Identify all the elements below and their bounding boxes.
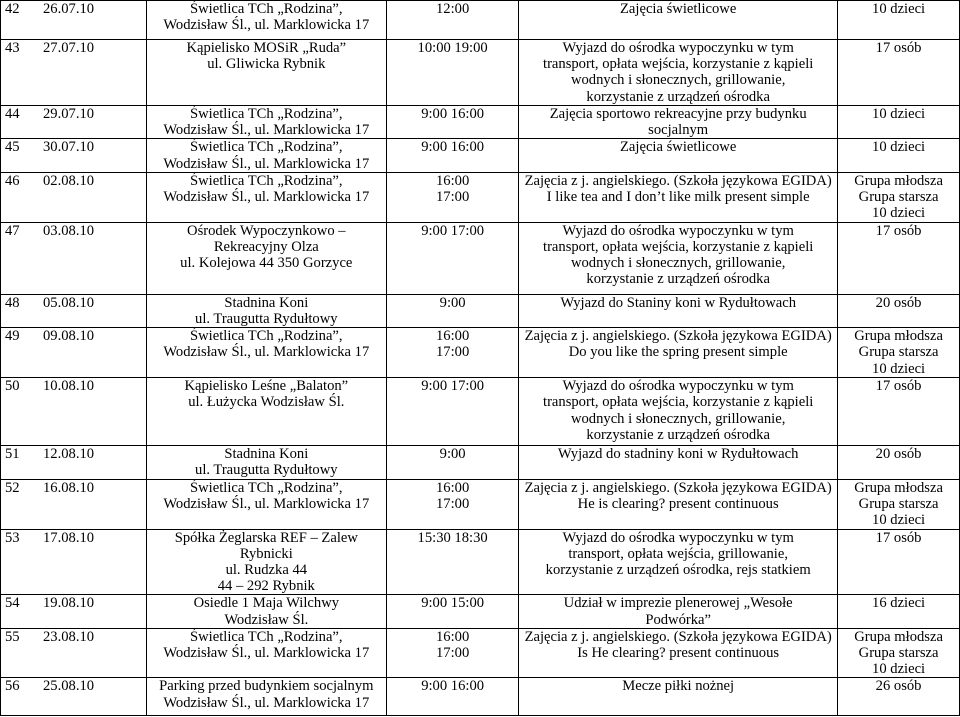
activity-line: Zajęcia z j. angielskiego. (Szkoła językowa EGIDA) [524, 479, 832, 496]
entry-date: 19.08.10 [43, 595, 95, 612]
participants-line: 10 dzieci [872, 661, 926, 678]
entry-date: 29.07.10 [43, 106, 95, 122]
participants-cell [838, 294, 960, 327]
entry-number-date-cell [1, 106, 147, 139]
entry-number-date-cell [1, 446, 147, 479]
entry-number: 49 [5, 328, 20, 345]
time-line: 17:00 [436, 645, 470, 662]
place-line: Wodzisław Śl., ul. Marklowicka 17 [163, 344, 370, 361]
activity-line: Mecze piłki nożnej [622, 678, 735, 695]
entry-date: 03.08.10 [43, 222, 95, 239]
place-cell [146, 106, 387, 139]
entry-number: 42 [5, 1, 20, 17]
entry-date: 23.08.10 [43, 628, 95, 645]
table-row [1, 678, 960, 716]
time-line: 17:00 [436, 495, 470, 512]
place-cell [146, 294, 387, 327]
participants-line: Grupa młodsza [854, 328, 943, 345]
entry-date: 30.07.10 [43, 139, 95, 156]
activity-line: Zajęcia świetlicowe [620, 1, 737, 17]
participants-cell [838, 479, 960, 529]
time-line: 9:00 17:00 [421, 378, 485, 395]
place-line: Osiedle 1 Maja Wilchwy [193, 595, 340, 612]
activity-line: Do you like the spring present simple [568, 344, 788, 361]
participants-line: 17 osób [875, 222, 922, 239]
place-line: Wodzisław Śl., ul. Marklowicka 17 [163, 122, 370, 139]
entry-date: 27.07.10 [43, 40, 95, 56]
participants-line: 10 dzieci [872, 106, 926, 122]
time-line: 15:30 18:30 [417, 529, 488, 546]
activity-line: transport, opłata wejścia, korzystanie z kąpieli [543, 239, 814, 256]
place-line: Stadnina Koni [224, 446, 309, 463]
place-cell [146, 222, 387, 294]
activity-cell [519, 529, 838, 595]
activity-line: I like tea and I don’t like milk present simple [546, 189, 810, 206]
participants-cell [838, 139, 960, 172]
entry-number: 45 [5, 139, 20, 156]
activity-line: Wyjazd do ośrodka wypoczynku w tym [562, 222, 794, 239]
place-line: Wodzisław Śl., ul. Marklowicka 17 [163, 17, 370, 34]
schedule-body [1, 1, 960, 716]
table-row [1, 172, 960, 222]
entry-number: 51 [5, 446, 20, 463]
entry-number-date-cell [1, 139, 147, 172]
place-line: ul. Traugutta Rydułtowy [195, 311, 338, 328]
activity-line: Zajęcia świetlicowe [620, 139, 737, 156]
entry-number-date-cell [1, 1, 147, 40]
entry-number: 55 [5, 628, 20, 645]
time-line: 9:00 16:00 [421, 139, 485, 156]
place-line: Świetlica TCh „Rodzina”, [190, 139, 343, 156]
time-cell [387, 628, 519, 678]
participants-line: 17 osób [875, 40, 922, 56]
place-line: Stadnina Koni [224, 294, 309, 311]
entry-date: 10.08.10 [43, 378, 95, 395]
activity-line: korzystanie z urządzeń ośrodka, rejs statkiem [545, 562, 811, 579]
participants-line: Grupa starsza [858, 645, 939, 662]
place-line: Kąpielisko Leśne „Balaton” [184, 378, 349, 395]
time-cell [387, 172, 519, 222]
place-line: ul. Traugutta Rydułtowy [195, 462, 338, 479]
participants-line: 20 osób [875, 294, 922, 311]
entry-date: 26.07.10 [43, 1, 95, 17]
entry-number-date-cell [1, 378, 147, 446]
participants-cell [838, 628, 960, 678]
time-line: 17:00 [436, 344, 470, 361]
activity-line: socjalnym [648, 122, 709, 139]
entry-number-date-cell [1, 529, 147, 595]
place-line: ul. Rudzka 44 [225, 562, 308, 579]
place-cell [146, 479, 387, 529]
activity-line: Zajęcia sportowo rekreacyjne przy budynku [549, 106, 807, 122]
activity-line: korzystanie z urządzeń ośrodka [586, 271, 770, 288]
entry-number: 43 [5, 40, 20, 56]
entry-number: 47 [5, 222, 20, 239]
place-cell [146, 529, 387, 595]
place-cell [146, 378, 387, 446]
participants-line: 10 dzieci [872, 205, 926, 222]
entry-date: 16.08.10 [43, 479, 95, 496]
activity-cell [519, 172, 838, 222]
place-cell [146, 139, 387, 172]
activity-line: Zajęcia z j. angielskiego. (Szkoła językowa EGIDA) [524, 628, 832, 645]
time-cell [387, 1, 519, 40]
participants-cell [838, 172, 960, 222]
time-cell [387, 328, 519, 378]
participants-line: 10 dzieci [872, 1, 926, 17]
entry-number-date-cell [1, 628, 147, 678]
participants-line: Grupa młodsza [854, 172, 943, 189]
participants-line: Grupa starsza [858, 344, 939, 361]
activity-line: Udział w imprezie plenerowej „Wesołe [563, 595, 793, 612]
activity-line: Wyjazd do ośrodka wypoczynku w tym [562, 378, 794, 395]
activity-cell [519, 1, 838, 40]
place-cell [146, 628, 387, 678]
place-line: ul. Kolejowa 44 350 Gorzyce [180, 255, 353, 272]
activity-line: wodnych i słonecznych, grillowanie, [570, 255, 786, 272]
participants-cell [838, 378, 960, 446]
activity-line: wodnych i słonecznych, grillowanie, [570, 72, 786, 89]
time-line: 12:00 [436, 1, 470, 17]
participants-line: 16 dzieci [872, 595, 926, 612]
participants-cell [838, 328, 960, 378]
place-line: Kąpielisko MOSiR „Ruda” [186, 40, 347, 56]
activity-line: Zajęcia z j. angielskiego. (Szkoła językowa EGIDA) [524, 328, 832, 345]
entry-date: 17.08.10 [43, 529, 95, 546]
entry-number: 52 [5, 479, 20, 496]
activity-cell [519, 106, 838, 139]
place-line: Świetlica TCh „Rodzina”, [190, 328, 343, 345]
participants-line: 10 dzieci [872, 360, 926, 377]
participants-line: 17 osób [875, 529, 922, 546]
activity-cell [519, 479, 838, 529]
time-line: 9:00 16:00 [421, 678, 485, 695]
place-line: Ośrodek Wypoczynkowo – [187, 222, 346, 239]
activity-line: transport, opłata wejścia, korzystanie z kąpieli [543, 56, 814, 73]
table-row [1, 1, 960, 40]
activity-line: korzystanie z urządzeń ośrodka [586, 88, 770, 105]
time-line: 10:00 19:00 [417, 40, 488, 56]
entry-number: 44 [5, 106, 20, 122]
activity-line: He is clearing? present continuous [577, 495, 779, 512]
table-row [1, 628, 960, 678]
entry-number-date-cell [1, 678, 147, 716]
activity-cell [519, 446, 838, 479]
entry-number: 50 [5, 378, 20, 395]
place-line: Wodzisław Śl., ul. Marklowicka 17 [163, 155, 370, 172]
entry-number-date-cell [1, 172, 147, 222]
place-line: ul. Gliwicka Rybnik [207, 56, 326, 73]
activity-cell [519, 378, 838, 446]
place-line: Świetlica TCh „Rodzina”, [190, 106, 343, 122]
place-line: Rekreacyjny Olza [213, 239, 319, 256]
participants-line: 26 osób [875, 678, 922, 695]
time-cell [387, 446, 519, 479]
participants-line: Grupa starsza [858, 189, 939, 206]
entry-number-date-cell [1, 294, 147, 327]
participants-line: Grupa młodsza [854, 479, 943, 496]
time-cell [387, 678, 519, 716]
time-cell [387, 595, 519, 628]
place-line: Parking przed budynkiem socjalnym [159, 678, 374, 695]
table-row [1, 294, 960, 327]
activity-line: Podwórka” [645, 611, 711, 628]
place-cell [146, 40, 387, 106]
entry-number: 48 [5, 294, 20, 311]
activity-cell [519, 139, 838, 172]
participants-line: 10 dzieci [872, 512, 926, 529]
entry-number-date-cell [1, 479, 147, 529]
place-cell [146, 446, 387, 479]
time-line: 9:00 15:00 [421, 595, 485, 612]
activity-cell [519, 678, 838, 716]
time-line: 17:00 [436, 189, 470, 206]
participants-cell [838, 40, 960, 106]
entry-date: 05.08.10 [43, 294, 95, 311]
activity-cell [519, 628, 838, 678]
place-line: Wodzisław Śl., ul. Marklowicka 17 [163, 495, 370, 512]
place-cell [146, 1, 387, 40]
place-line: Spółka Żeglarska REF – Zalew [174, 529, 358, 546]
activity-line: Zajęcia z j. angielskiego. (Szkoła językowa EGIDA) [524, 172, 832, 189]
entry-number: 53 [5, 529, 20, 546]
time-line: 9:00 [439, 294, 466, 311]
time-cell [387, 294, 519, 327]
time-cell [387, 378, 519, 446]
participants-line: 10 dzieci [872, 139, 926, 156]
place-line: Wodzisław Śl., ul. Marklowicka 17 [163, 645, 370, 662]
participants-line: Grupa starsza [858, 495, 939, 512]
participants-cell [838, 106, 960, 139]
participants-cell [838, 595, 960, 628]
participants-line: 20 osób [875, 446, 922, 463]
table-row [1, 106, 960, 139]
time-cell [387, 529, 519, 595]
time-line: 9:00 [439, 446, 466, 463]
participants-cell [838, 529, 960, 595]
place-line: Wodzisław Śl., ul. Marklowicka 17 [163, 694, 370, 711]
time-cell [387, 139, 519, 172]
activity-cell [519, 294, 838, 327]
activity-line: Wyjazd do ośrodka wypoczynku w tym [562, 40, 794, 56]
participants-line: Grupa młodsza [854, 628, 943, 645]
place-line: Wodzisław Śl. [224, 611, 309, 628]
participants-cell [838, 446, 960, 479]
activity-cell [519, 222, 838, 294]
time-line: 16:00 [436, 328, 470, 345]
entry-number-date-cell [1, 328, 147, 378]
table-row [1, 139, 960, 172]
table-row [1, 378, 960, 446]
entry-number-date-cell [1, 40, 147, 106]
time-line: 9:00 16:00 [421, 106, 485, 122]
time-cell [387, 40, 519, 106]
place-line: Rybnicki [239, 545, 293, 562]
activity-line: Wyjazd do Staniny koni w Rydułtowach [560, 294, 796, 311]
time-line: 9:00 17:00 [421, 222, 485, 239]
activity-cell [519, 595, 838, 628]
table-row [1, 529, 960, 595]
participants-line: 17 osób [875, 378, 922, 395]
table-row [1, 222, 960, 294]
place-cell [146, 595, 387, 628]
table-row [1, 479, 960, 529]
place-line: ul. Łużycka Wodzisław Śl. [188, 394, 345, 411]
table-row [1, 595, 960, 628]
place-line: Świetlica TCh „Rodzina”, [190, 628, 343, 645]
activity-line: korzystanie z urządzeń ośrodka [586, 426, 770, 443]
entry-number-date-cell [1, 222, 147, 294]
activity-line: transport, opłata wejścia, korzystanie z kąpieli [543, 394, 814, 411]
place-line: Świetlica TCh „Rodzina”, [190, 1, 343, 17]
entry-date: 02.08.10 [43, 172, 95, 189]
time-line: 16:00 [436, 172, 470, 189]
participants-cell [838, 222, 960, 294]
time-cell [387, 106, 519, 139]
place-cell [146, 172, 387, 222]
place-line: Wodzisław Śl., ul. Marklowicka 17 [163, 189, 370, 206]
time-line: 16:00 [436, 628, 470, 645]
entry-date: 12.08.10 [43, 446, 95, 463]
table-row [1, 446, 960, 479]
place-cell [146, 678, 387, 716]
place-line: Świetlica TCh „Rodzina”, [190, 479, 343, 496]
entry-date: 25.08.10 [43, 678, 95, 695]
entry-number: 56 [5, 678, 20, 695]
participants-cell [838, 678, 960, 716]
entry-date: 09.08.10 [43, 328, 95, 345]
place-line: 44 – 292 Rybnik [217, 578, 315, 595]
entry-number: 54 [5, 595, 20, 612]
time-cell [387, 479, 519, 529]
time-line: 16:00 [436, 479, 470, 496]
place-line: Świetlica TCh „Rodzina”, [190, 172, 343, 189]
time-cell [387, 222, 519, 294]
table-row [1, 328, 960, 378]
participants-cell [838, 1, 960, 40]
entry-number: 46 [5, 172, 20, 189]
activity-line: Wyjazd do stadniny koni w Rydułtowach [557, 446, 799, 463]
activity-cell [519, 328, 838, 378]
activity-cell [519, 40, 838, 106]
activity-line: transport, opłata wejścia, grillowanie, [568, 545, 788, 562]
place-cell [146, 328, 387, 378]
activity-line: Wyjazd do ośrodka wypoczynku w tym [562, 529, 794, 546]
table-row [1, 40, 960, 106]
entry-number-date-cell [1, 595, 147, 628]
activity-line: Is He clearing? present continuous [577, 645, 780, 662]
activity-line: wodnych i słonecznych, grillowanie, [570, 410, 786, 427]
